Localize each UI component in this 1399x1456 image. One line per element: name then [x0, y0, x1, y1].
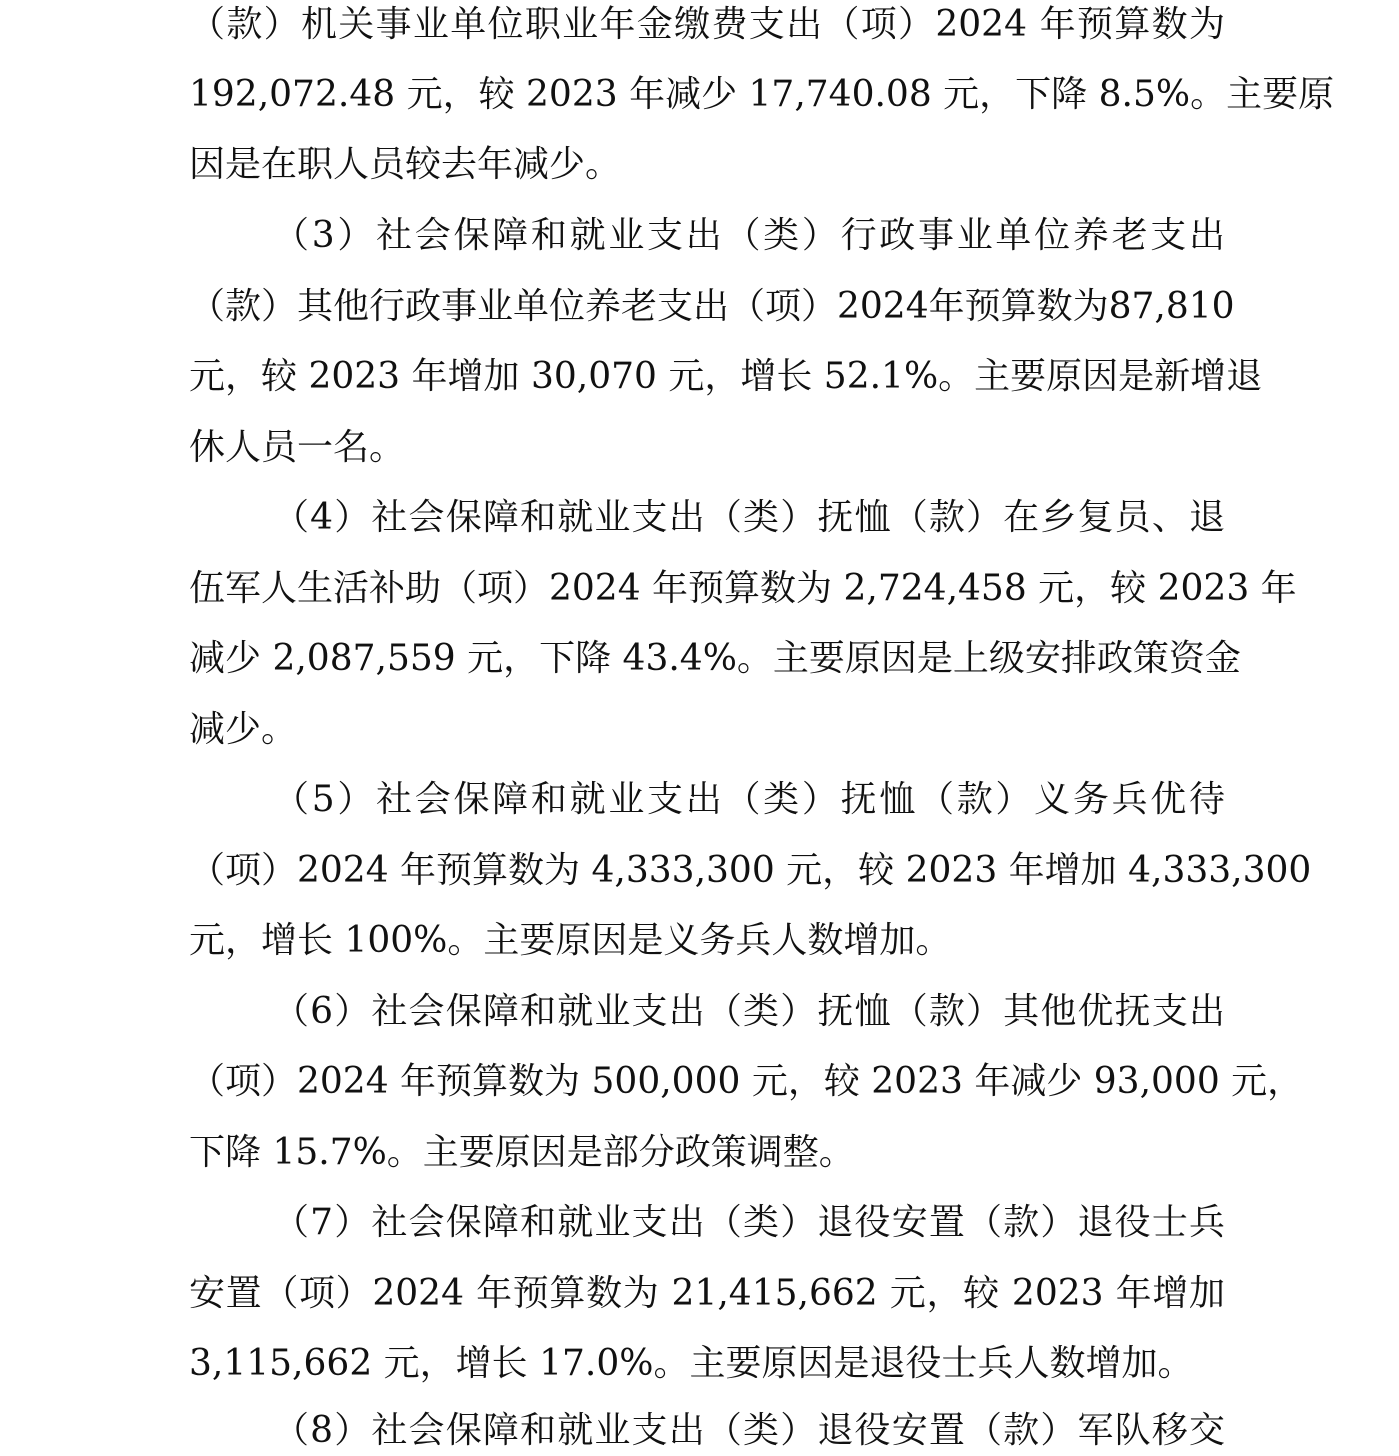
- text-line: 元，增长 100%。主要原因是义务兵人数增加。: [189, 920, 952, 961]
- text-line: 元，较 2023 年增加 30,070 元，增长 52.1%。主要原因是新增退: [189, 356, 1263, 397]
- text-line: （款）其他行政事业单位养老支出（项）2024年预算数为87,810: [189, 286, 1235, 327]
- text-line: 减少。: [189, 709, 298, 750]
- paragraph-heading-6: （6）社会保障和就业支出（类）抚恤（款）其他优抚支出: [273, 991, 1225, 1032]
- paragraph-heading-8: （8）社会保障和就业支出（类）退役安置（款）军队移交: [273, 1410, 1225, 1451]
- text-line: 192,072.48 元，较 2023 年减少 17,740.08 元，下降 8.5%。主要原: [189, 74, 1335, 115]
- text-line: 下降 15.7%。主要原因是部分政策调整。: [189, 1132, 855, 1173]
- paragraph-heading-3: （3）社会保障和就业支出（类）行政事业单位养老支出: [273, 215, 1225, 256]
- text-line: 休人员一名。: [189, 427, 406, 468]
- text-line: 安置（项）2024 年预算数为 21,415,662 元，较 2023 年增加: [189, 1273, 1225, 1314]
- text-line: （款）机关事业单位职业年金缴费支出（项）2024 年预算数为: [189, 4, 1225, 45]
- text-line: （项）2024 年预算数为 500,000 元，较 2023 年减少 93,000 元，: [189, 1061, 1304, 1102]
- paragraph-heading-7: （7）社会保障和就业支出（类）退役安置（款）退役士兵: [273, 1202, 1225, 1243]
- text-line: 伍军人生活补助（项）2024 年预算数为 2,724,458 元，较 2023 年: [189, 568, 1297, 609]
- paragraph-heading-5: （5）社会保障和就业支出（类）抚恤（款）义务兵优待: [273, 779, 1225, 820]
- text-line: 3,115,662 元，增长 17.0%。主要原因是退役士兵人数增加。: [189, 1343, 1194, 1384]
- text-line: 减少 2,087,559 元，下降 43.4%。主要原因是上级安排政策资金: [189, 638, 1241, 679]
- text-line: （项）2024 年预算数为 4,333,300 元，较 2023 年增加 4,333,300: [189, 850, 1312, 891]
- text-line: 因是在职人员较去年减少。: [189, 144, 622, 185]
- paragraph-heading-4: （4）社会保障和就业支出（类）抚恤（款）在乡复员、退: [273, 497, 1225, 538]
